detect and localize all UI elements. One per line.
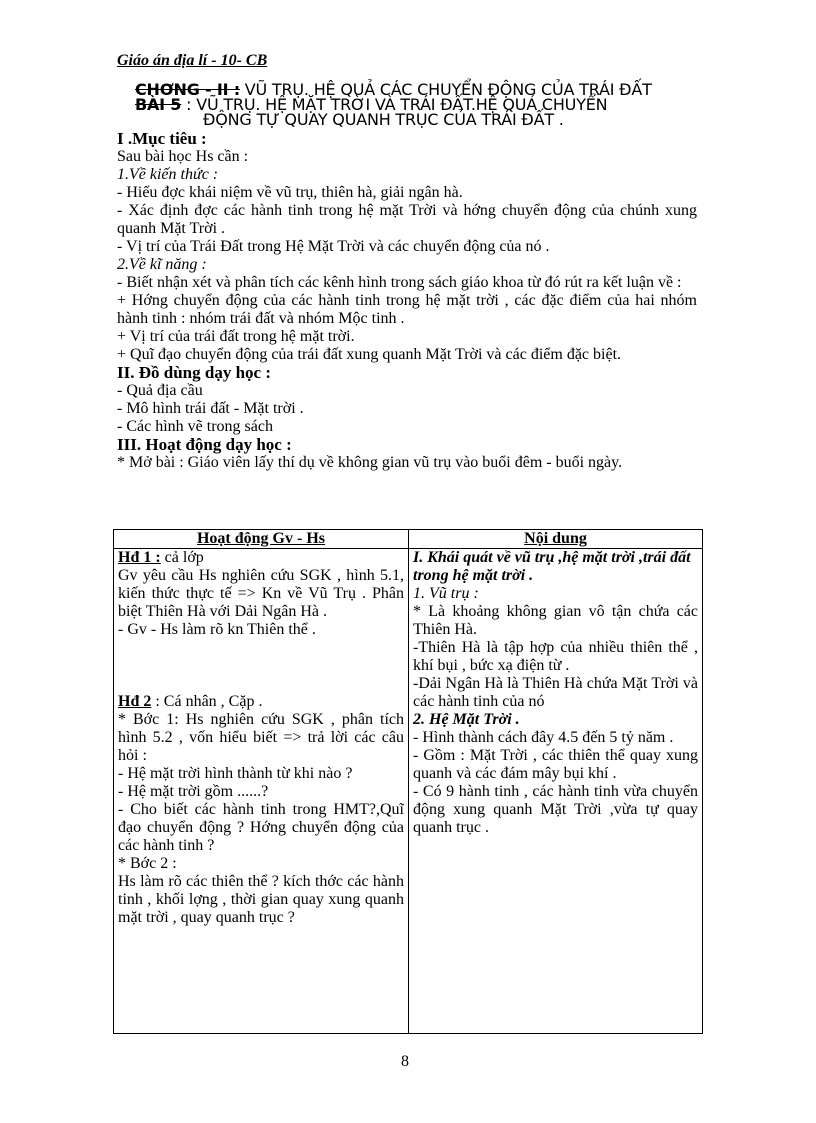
lesson-body [117, 130, 697, 472]
section-2-text: - Có 9 hành tinh , các hành tinh vừa chuyển động xung quanh Mặt Trời ,vừa tự quay quanh trục . [413, 783, 698, 836]
materials-item: - Quả địa cầu [117, 382, 203, 399]
objectives-intro: Sau bài học Hs cần : [117, 148, 249, 165]
activity-2-text: - Hệ mặt trời hình thành từ khi nào ? [118, 765, 353, 782]
activity-2-label: Hđ 2 [118, 693, 152, 710]
activities-heading: III. Hoạt động dạy học : [117, 435, 292, 454]
activity-2-line [118, 693, 404, 711]
skills-item: + Vị trí của trái đất trong hệ mặt trời. [117, 328, 355, 345]
skills-item: + Hớng chuyển động của các hành tinh trong hệ mặt trời , các đặc điểm của hai nhóm hành tinh : nhóm trái đất và nhóm Mộc tinh . [117, 292, 697, 327]
chapter-title: VŨ TRỤ. HỆ QUẢ CÁC CHUYỂN ĐỘNG CỦA TRÁI ĐẤT [239, 80, 652, 99]
section-1-text: -Dải Ngân Hà là Thiên Hà chứa Mặt Trời và các hành tinh của nó [413, 675, 698, 710]
activity-2-text: * Bớc 1: Hs nghiên cứu SGK , phân tích hình 5.2 , vốn hiểu biết => trả lời các câu hỏi : [118, 711, 404, 764]
left-column-header: Hoạt động Gv - Hs [114, 530, 409, 549]
materials-item: - Các hình vẽ trong sách [117, 418, 273, 435]
materials-heading: II. Đồ dùng dạy học : [117, 363, 271, 382]
section-1-text: -Thiên Hà là tập hợp của nhiều thiên thể , khí bụi , bức xạ điện từ . [413, 639, 698, 674]
table-header-row [114, 530, 703, 549]
materials-item: - Mô hình trái đất - Mặt trời . [117, 400, 304, 417]
section-2-title: 2. Hệ Mặt Trời . [413, 711, 520, 728]
activity-1-text: - Gv - Hs làm rõ kn Thiên thể . [118, 621, 316, 638]
activity-2-text: * Bớc 2 : [118, 855, 177, 872]
activity-1-line [118, 549, 404, 567]
activity-2-text: - Hệ mặt trời gồm ......? [118, 783, 269, 800]
knowledge-item: - Hiểu đợc khái niệm về vũ trụ, thiên hà, giải ngân hà. [117, 184, 463, 201]
objectives-heading: I .Mục tiêu : [117, 129, 207, 148]
section-1-text: * Là khoảng không gian vô tận chứa các Thiên Hà. [413, 603, 698, 638]
section-2-text: - Gồm : Mặt Trời , các thiên thể quay xung quanh và các đám mây bụi khí . [413, 747, 698, 782]
skills-heading: 2.Về kĩ năng : [117, 256, 207, 273]
activity-1-text: Gv yêu cầu Hs nghiên cứu SGK , hình 5.1, kiến thức thực tế => Kn về Vũ Trụ . Phân biệt Thiên Hà với Dải Ngân Hà . [118, 567, 404, 620]
lesson-title-text: : VŨ TRỤ. HỆ MẶT TRỜI VÀ TRÁI ĐẤT.HỆ QUẢ CHUYỂN [181, 95, 608, 114]
chapter-label: CHƠNG - II : [135, 80, 240, 99]
lesson-label: BÀI 5 [135, 95, 182, 114]
knowledge-heading: 1.Về kiến thức : [117, 166, 219, 183]
lesson-title [135, 82, 695, 127]
document-header: Giáo án địa lí - 10- CB [117, 52, 268, 69]
knowledge-item: - Vị trí của Trái Đất trong Hệ Mặt Trời và các chuyển động của nó . [117, 238, 550, 255]
activity-1-label: Hđ 1 : [118, 549, 161, 566]
activities-intro: * Mở bài : Giáo viên lấy thí dụ về không gian vũ trụ vào buổi đêm - buổi ngày. [117, 454, 623, 471]
skills-item: + Quĩ đạo chuyển động của trái đất xung quanh Mặt Trời và các điểm đặc biệt. [117, 346, 622, 363]
section-1-title: I. Khái quát về vũ trụ ,hệ mặt trời ,trái đất trong hệ mặt trời . [413, 549, 691, 584]
teacher-student-activities-cell [114, 549, 409, 1034]
activity-2-text: - Cho biết các hành tinh trong HMT?,Quĩ đạo chuyển động ? Hớng chuyển động của các hành tinh ? [118, 801, 404, 854]
section-1-subtitle: 1. Vũ trụ : [413, 585, 479, 602]
content-cell [409, 549, 703, 1034]
activity-2-text: Hs làm rõ các thiên thể ? kích thớc các hành tinh , khối lợng , thời gian quay xung quanh mặt trời , quay quanh trục ? [118, 873, 404, 926]
cell-spacer [118, 639, 404, 693]
title-line-3: ĐỘNG TỰ QUAY QUANH TRỤC CỦA TRÁI ĐẤT . [203, 110, 564, 129]
page-number: 8 [401, 1053, 409, 1070]
section-2-text: - Hình thành cách đây 4.5 đến 5 tỷ năm . [413, 729, 674, 746]
right-column-header: Nội dung [409, 530, 703, 549]
knowledge-item: - Xác định đợc các hành tinh trong hệ mặt Trời và hớng chuyển động của chúnh xung quanh Mặt Trời . [117, 202, 697, 237]
skills-item: - Biết nhận xét và phân tích các kênh hình trong sách giáo khoa từ đó rút ra kết luận về : [117, 274, 682, 291]
table-row [114, 549, 703, 1034]
activity-1-mode: cả lớp [160, 549, 204, 566]
activity-2-mode: : Cá nhân , Cặp . [151, 693, 263, 710]
lesson-table [113, 529, 703, 1034]
